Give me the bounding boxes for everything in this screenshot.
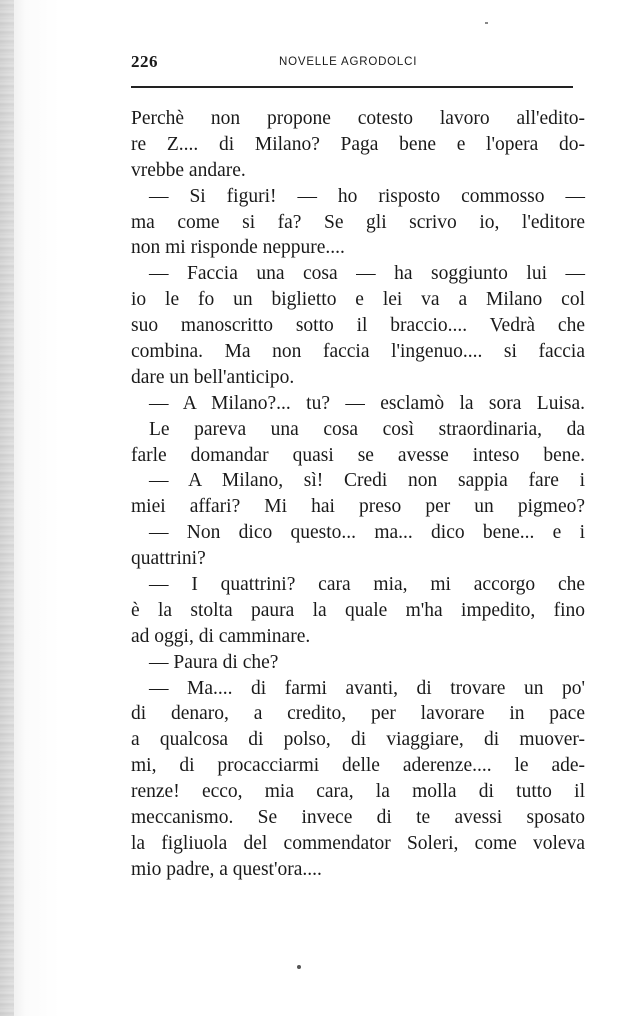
text-line: farle domandar quasi se avesse inteso bene. — [131, 444, 585, 466]
text-line: mi, di procacciarmi delle aderenze.... le ade- — [131, 755, 585, 777]
text-line: — Non dico questo... ma... dico bene... e i — [149, 522, 585, 544]
text-line: la figliuola del commendator Soleri, come voleva — [131, 832, 585, 854]
text-line: a qualcosa di polso, di viaggiare, di muover- — [131, 729, 585, 751]
text-line: miei affari? Mi hai preso per un pigmeo? — [131, 496, 585, 518]
body-text — [131, 106, 585, 883]
text-line: — Ma.... di farmi avanti, di trovare un po' — [149, 677, 585, 699]
text-line: vrebbe andare. — [131, 159, 246, 181]
page-header — [131, 52, 571, 74]
page-footer-dot — [297, 965, 301, 969]
text-line: renze! ecco, mia cara, la molla di tutto il — [131, 781, 585, 803]
text-line: Perchè non propone cotesto lavoro all'edito- — [131, 108, 585, 129]
text-line: è la stolta paura la quale m'ha impedito, fino — [131, 599, 585, 621]
text-line: — A Milano, sì! Credi non sappia fare i — [149, 470, 585, 492]
text-line: — Faccia una cosa — ha soggiunto lui — — [149, 263, 585, 285]
text-line: io le fo un biglietto e lei va a Milano col — [131, 289, 585, 311]
text-line: quattrini? — [131, 548, 206, 570]
header-rule — [131, 86, 573, 88]
text-line: suo manoscritto sotto il braccio.... Vedrà che — [131, 315, 585, 337]
text-line: ad oggi, di camminare. — [131, 625, 311, 647]
text-line: meccanismo. Se invece di te avessi sposato — [131, 807, 585, 829]
text-line: non mi risponde neppure.... — [131, 237, 345, 259]
text-line: — Paura di che? — [149, 651, 279, 673]
text-line: ma come si fa? Se gli scrivo io, l'editore — [131, 211, 585, 233]
text-line: di denaro, a credito, per lavorare in pace — [131, 703, 585, 725]
text-line: combina. Ma non faccia l'ingenuo.... si faccia — [131, 341, 585, 363]
text-line: — I quattrini? cara mia, mi accorgo che — [149, 574, 585, 596]
text-line: mio padre, a quest'ora.... — [131, 858, 322, 880]
text-line: — A Milano?... tu? — esclamò la sora Luisa. — [149, 392, 585, 414]
paper-speck — [485, 22, 488, 24]
text-line: Le pareva una cosa così straordinaria, da — [149, 418, 585, 440]
page-number: 226 — [131, 52, 158, 71]
text-line: re Z.... di Milano? Paga bene e l'opera do- — [131, 133, 585, 155]
running-title: NOVELLE AGRODOLCI — [279, 56, 418, 68]
text-line: dare un bell'anticipo. — [131, 366, 295, 388]
page-binding-edge — [0, 0, 14, 1016]
text-line: — Si figuri! — ho risposto commosso — — [149, 185, 585, 207]
